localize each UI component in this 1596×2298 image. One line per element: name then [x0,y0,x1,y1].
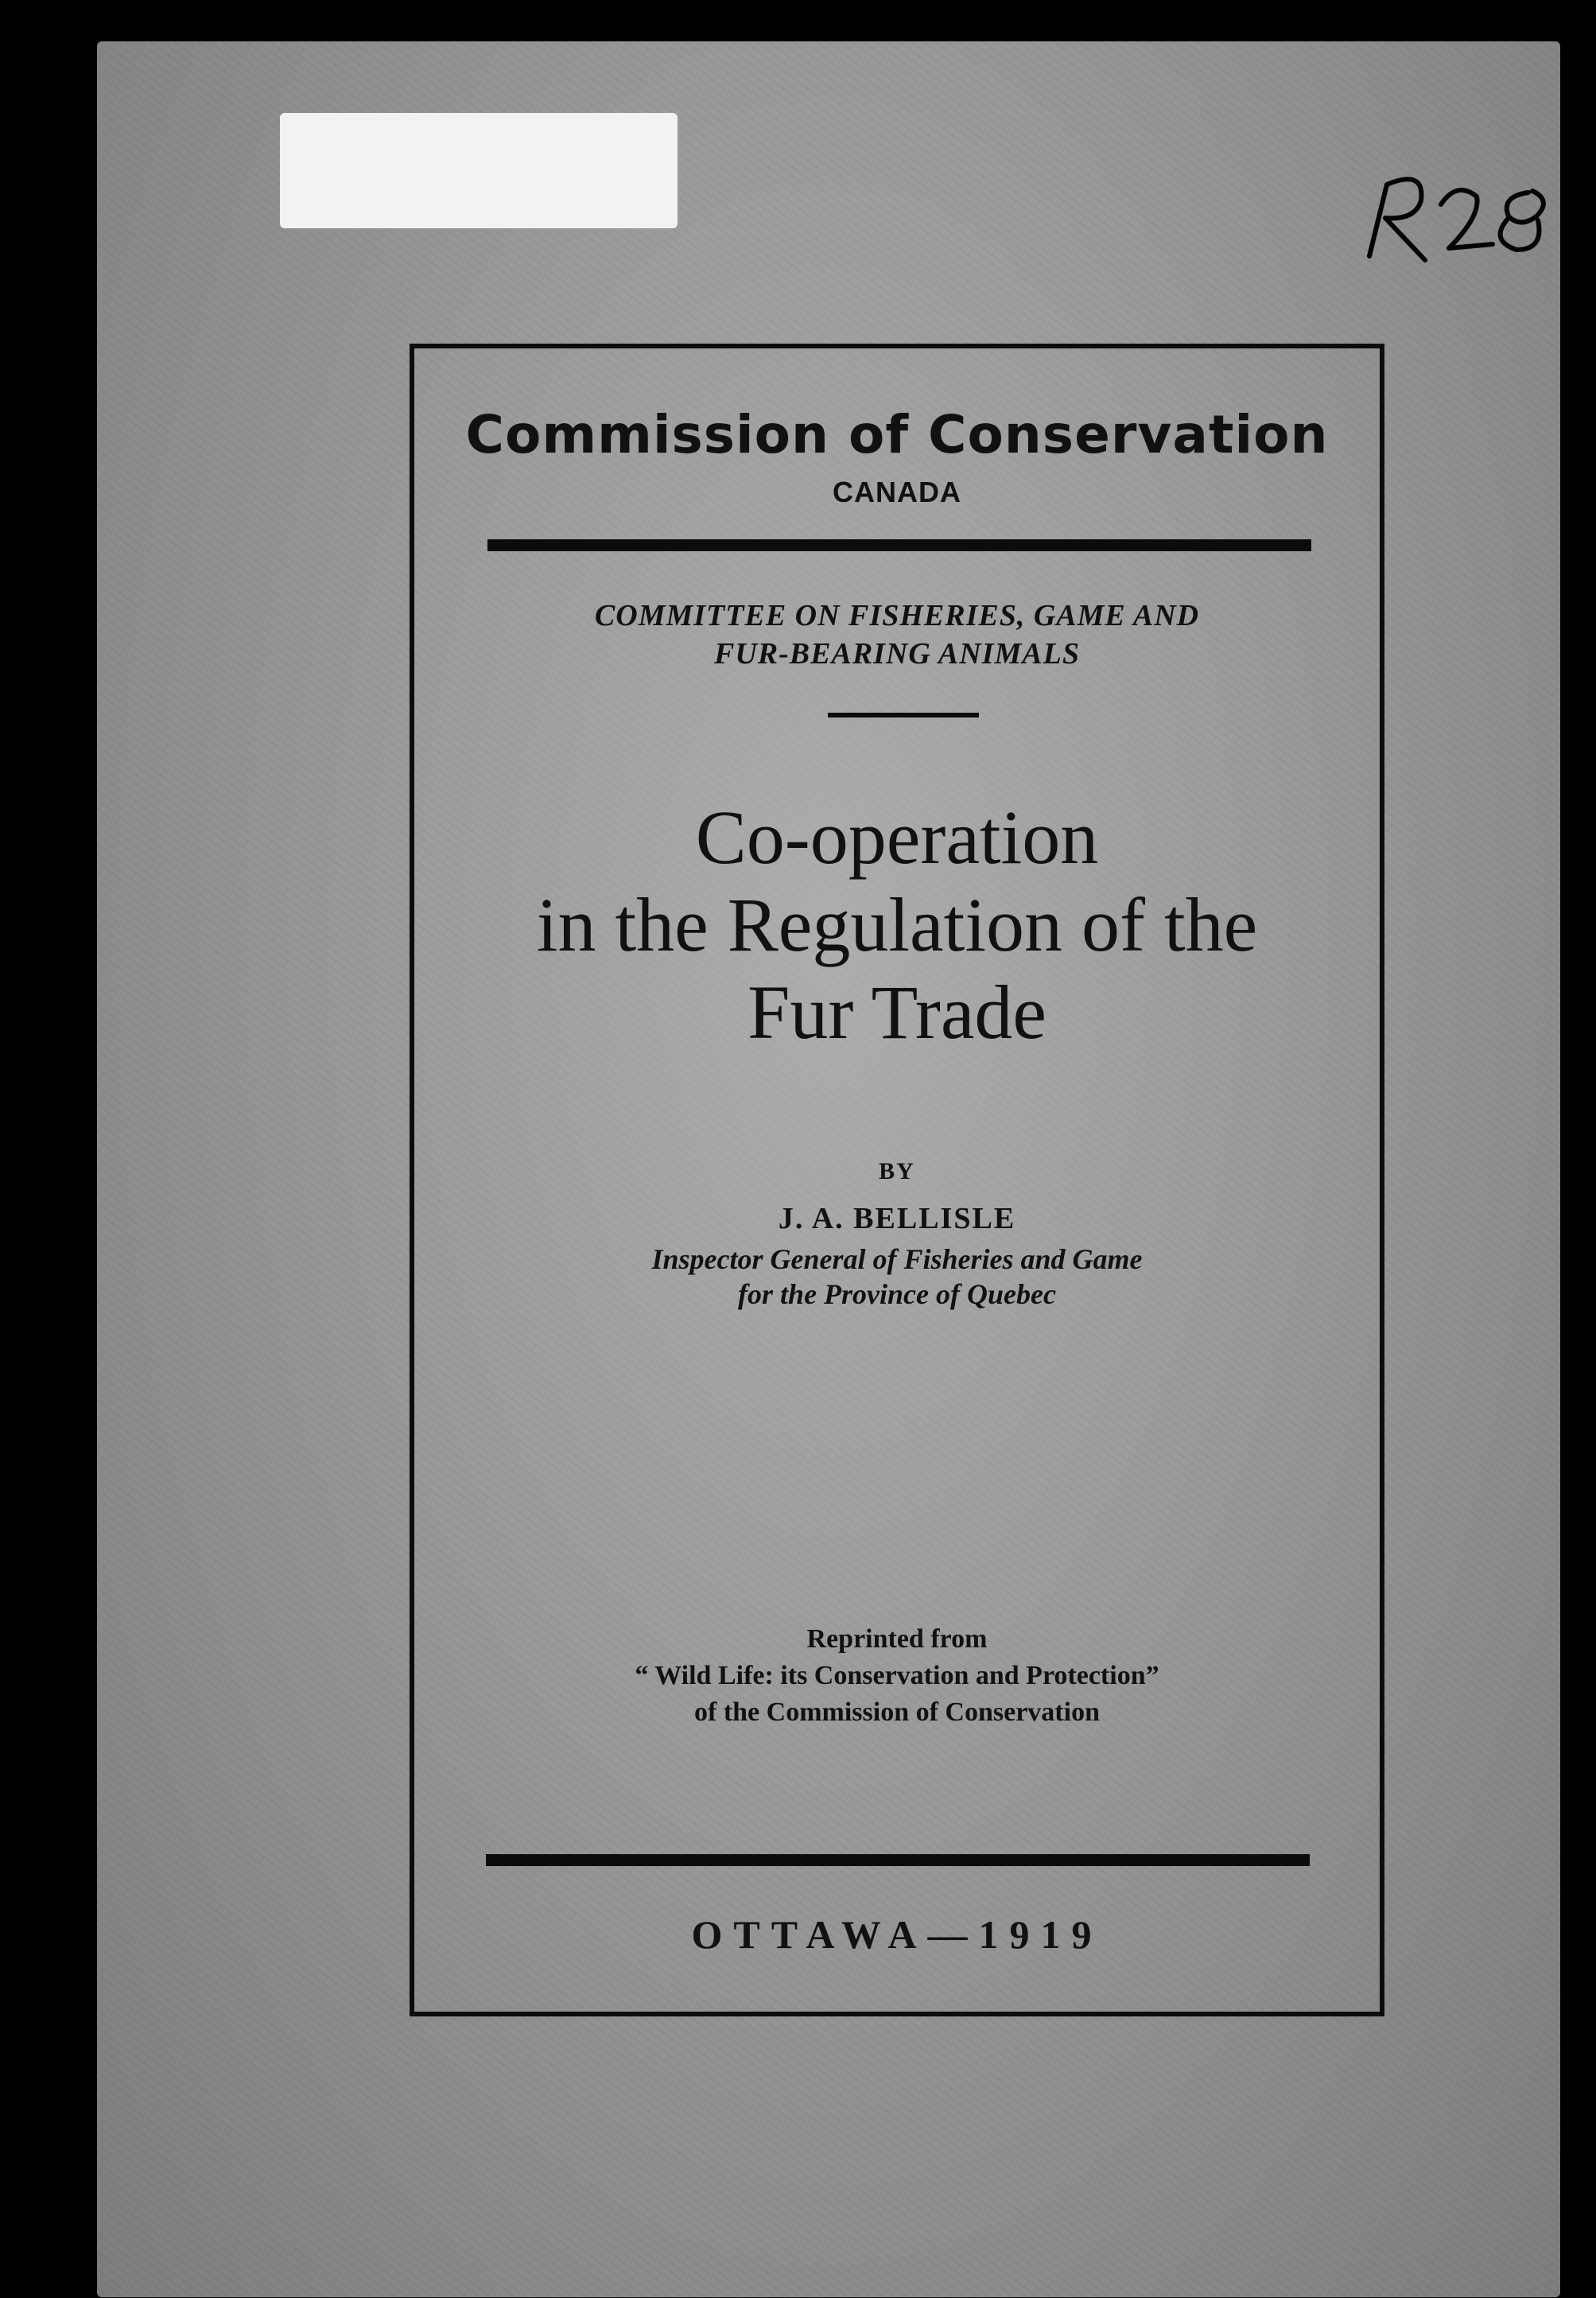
handwritten-catalog-mark [1338,161,1576,272]
reprint-line-1: Reprinted from [806,1624,988,1654]
organization-title: Commission of Conservation [465,404,1329,465]
author-name: J. A. BELLISLE [778,1202,1016,1235]
by-label: BY [879,1158,915,1184]
title-line-3: Fur Trade [747,970,1047,1055]
reprint-line-2: “ Wild Life: its Conservation and Protection” [635,1661,1159,1690]
author-position-line-1: Inspector General of Fisheries and Game [651,1243,1143,1275]
author-position-line-2: for the Province of Quebec [738,1278,1056,1310]
author-position [414,1242,1380,1312]
committee-line-1: COMMITTEE ON FISHERIES, GAME AND [594,599,1200,632]
short-divider [828,713,979,717]
committee-heading [414,597,1380,673]
committee-line-2: FUR-BEARING ANIMALS [714,637,1080,671]
cover-frame [410,344,1384,2016]
country-subtitle: CANADA [833,476,961,508]
redaction-label [280,113,678,228]
reprint-line-3: of the Commission of Conservation [694,1697,1100,1727]
reprint-note [414,1621,1380,1731]
document-page [97,41,1560,2297]
title-line-2: in the Regulation of the [536,882,1258,967]
header-rule [487,539,1311,551]
footer-rule [486,1854,1310,1866]
imprint-place-date: OTTAWA—1919 [691,1912,1103,1957]
main-title [414,794,1380,1056]
title-line-1: Co-operation [695,795,1099,880]
